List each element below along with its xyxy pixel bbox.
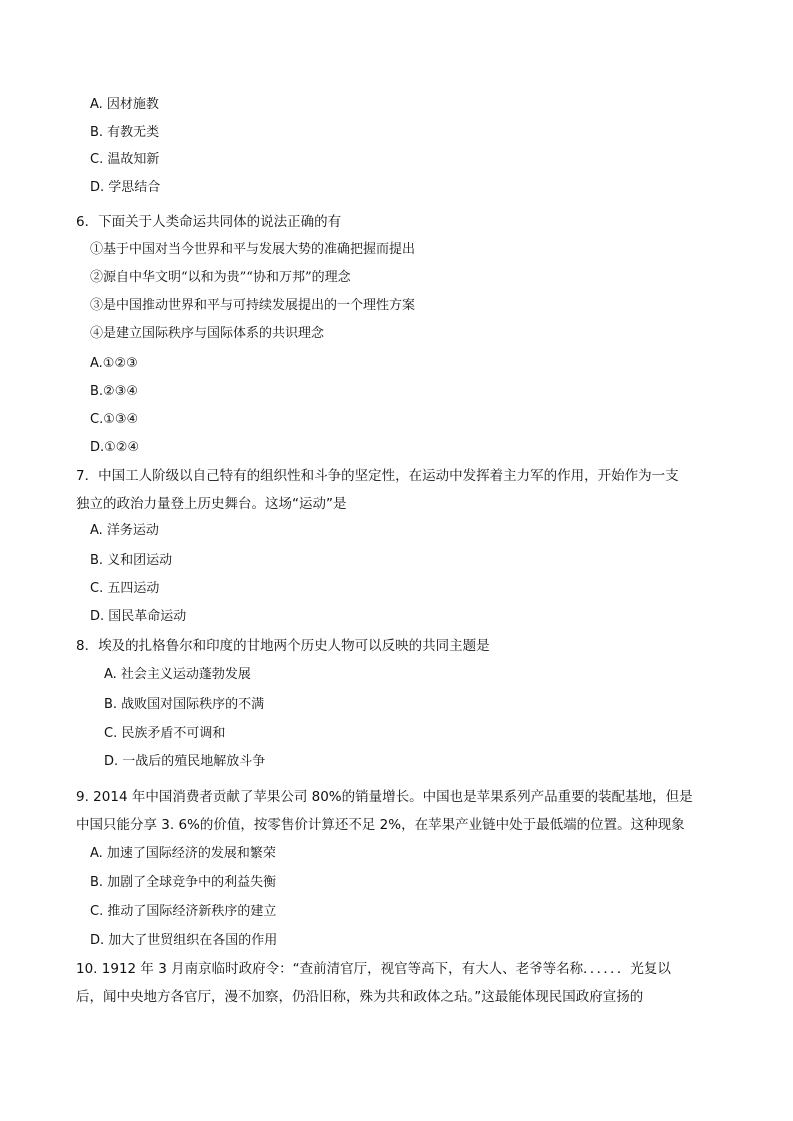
question-stem: 8．埃及的扎格鲁尔和印度的甘地两个历史人物可以反映的共同主题是 (76, 638, 490, 654)
option-d: D. 国民革命运动 (90, 609, 187, 624)
option-b: B. 加剧了全球竞争中的利益失衡 (90, 875, 277, 890)
option-a: A. 因材施教 (90, 97, 159, 112)
option-c: C.①③④ (90, 412, 139, 427)
option-a: A.①②③ (90, 356, 138, 371)
statement-3: ③是中国推动世界和平与可持续发展提出的一个理性方案 (90, 298, 416, 313)
option-c: C. 五四运动 (90, 581, 160, 596)
question-stem-line-1: 10. 1912 年 3 月南京临时政府令：“查前清官厅，视官等高下，有大人、老爷等名称．．．．．．光复以 (76, 961, 671, 977)
question-stem-line-2: 后，闻中央地方各官厅，漫不加察，仍沿旧称，殊为共和政体之玷。”这最能体现民国政府宣扬的 (76, 989, 644, 1005)
option-d: D. 学思结合 (90, 180, 161, 195)
option-a: A. 洋务运动 (90, 523, 159, 538)
question-stem: 6．下面关于人类命运共同体的说法正确的有 (76, 214, 342, 230)
option-d: D. 加大了世贸组织在各国的作用 (90, 933, 278, 948)
option-a: A. 加速了国际经济的发展和繁荣 (90, 846, 276, 861)
option-b: B. 战败国对国际秩序的不满 (104, 697, 265, 712)
question-stem-line-2: 独立的政治力量登上历史舞台。这场“运动”是 (76, 496, 347, 512)
option-b: B.②③④ (90, 384, 139, 399)
statement-2: ②源自中华文明“以和为贵”“协和万邦”的理念 (90, 270, 351, 285)
statement-1: ①基于中国对当今世界和平与发展大势的准确把握而提出 (90, 242, 416, 257)
option-c: C. 民族矛盾不可调和 (104, 726, 226, 741)
option-d: D. 一战后的殖民地解放斗争 (104, 754, 266, 769)
option-c: C. 温故知新 (90, 152, 160, 167)
option-b: B. 义和团运动 (90, 553, 173, 568)
option-c: C. 推动了国际经济新秩序的建立 (90, 904, 277, 919)
question-stem-line-1: 7．中国工人阶级以自己特有的组织性和斗争的坚定性，在运动中发挥着主力军的作用，开始作为一支 (76, 468, 679, 484)
option-a: A. 社会主义运动蓬勃发展 (104, 667, 251, 682)
option-d: D.①②④ (90, 440, 140, 455)
question-stem-line-2: 中国只能分享 3. 6%的价值，按零售价计算还不足 2%，在苹果产业链中处于最低端的位置。这种现象 (76, 817, 685, 833)
statement-4: ④是建立国际秩序与国际体系的共识理念 (90, 326, 325, 341)
option-b: B. 有教无类 (90, 125, 160, 140)
question-stem-line-1: 9. 2014 年中国消费者贡献了苹果公司 80%的销量增长。中国也是苹果系列产品重要的装配基地，但是 (76, 789, 693, 805)
